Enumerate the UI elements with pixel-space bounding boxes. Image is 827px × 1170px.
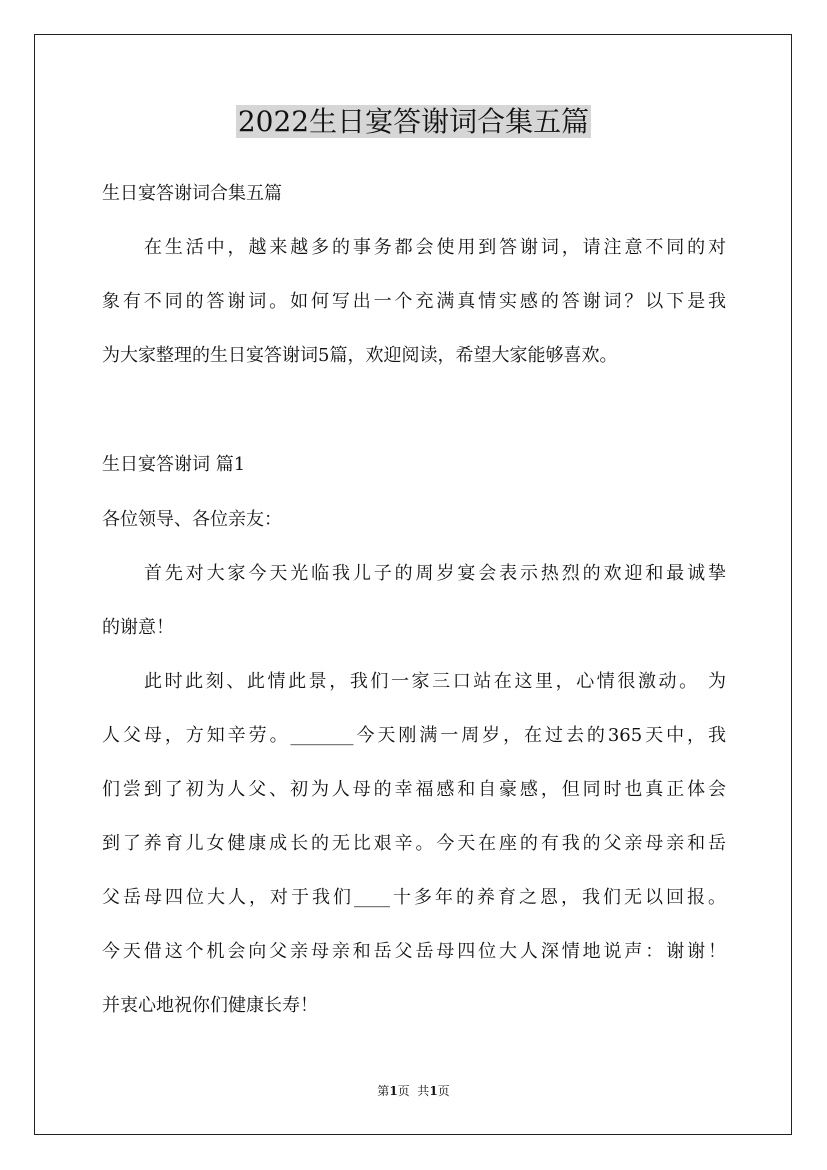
page-mid: 页 共 <box>397 1084 430 1098</box>
page-suffix: 页 <box>437 1084 450 1098</box>
paragraph1-line-1: 首先对大家今天光临我儿子的周岁宴会表示热烈的欢迎和最诚挚 <box>144 563 726 584</box>
salutation: 各位领导、各位亲友： <box>102 509 282 530</box>
page-prefix: 第 <box>377 1084 390 1098</box>
paragraph2-line-6: 今天借这个机会向父亲母亲和岳父岳母四位大人深情地说声：谢谢！ <box>102 941 726 962</box>
intro-line-1: 在生活中，越来越多的事务都会使用到答谢词，请注意不同的对 <box>144 237 726 258</box>
paragraph2-line-3: 们尝到了初为人父、初为人母的幸福感和自豪感，但同时也真正体会 <box>102 779 726 800</box>
intro-line-3: 为大家整理的生日宴答谢词5篇，欢迎阅读，希望大家能够喜欢。 <box>102 345 618 366</box>
section-heading: 生日宴答谢词 篇1 <box>102 454 246 475</box>
document-title: 2022生日宴答谢词合集五篇 <box>237 105 590 138</box>
page-current: 1 <box>389 1084 398 1098</box>
paragraph2-line-7: 并衷心地祝你们健康长寿！ <box>102 995 318 1016</box>
paragraph2-line-4: 到了养育儿女健康成长的无比艰辛。今天在座的有我的父亲母亲和岳 <box>102 833 726 854</box>
paragraph1-line-2: 的谢意！ <box>102 617 174 638</box>
intro-line-2: 象有不同的答谢词。如何写出一个充满真情实感的答谢词？以下是我 <box>102 291 726 312</box>
page-total: 1 <box>429 1084 438 1098</box>
paragraph2-line-1: 此时此刻、此情此景，我们一家三口站在这里，心情很激动。 为 <box>144 671 726 692</box>
subtitle: 生日宴答谢词合集五篇 <box>102 183 282 204</box>
page-footer <box>0 1083 827 1099</box>
paragraph2-line-2: 人父母，方知辛劳。_______今天刚满一周岁，在过去的365天中，我 <box>102 725 726 746</box>
paragraph2-line-5: 父岳母四位大人，对于我们____十多年的养育之恩，我们无以回报。 <box>102 887 726 908</box>
